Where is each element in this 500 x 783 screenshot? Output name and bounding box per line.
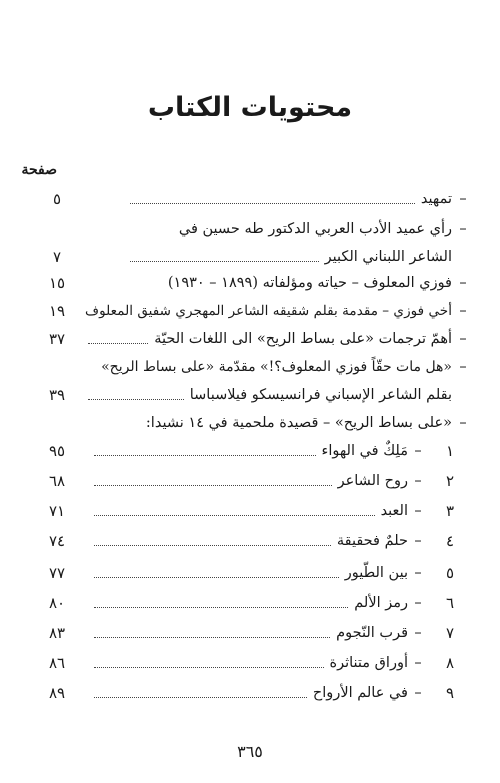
entry-dash: – [459, 415, 467, 431]
entry-text: بقلم الشاعر الإسباني فرانسيسكو فيلاسباسا [189, 387, 452, 403]
leader-dots [94, 637, 330, 638]
canto-dash: – [414, 625, 422, 641]
toc-entry [82, 384, 452, 406]
canto-title: أوراق متناثرة [329, 655, 408, 671]
canto-number: ٣ [445, 502, 455, 520]
leader-dots [94, 515, 375, 516]
entry-page-number: ١٩ [48, 302, 66, 320]
page-number-footer: ٣٦٥ [237, 742, 263, 761]
canto-title: في عالم الأرواح [312, 685, 408, 701]
toc-entry [124, 188, 452, 210]
canto-dash: – [414, 655, 422, 671]
leader-dots [94, 697, 307, 698]
entry-text: «على بساط الريح» – قصيدة ملحمية في ١٤ نشيدا: [145, 415, 452, 431]
entry-text: الشاعر اللبناني الكبير [324, 249, 452, 265]
canto-page-number: ٩٥ [48, 442, 66, 460]
canto-title: مَلِكٌ في الهواء [321, 443, 408, 459]
canto-entry [88, 562, 408, 584]
canto-entry [88, 622, 408, 644]
canto-dash: – [414, 595, 422, 611]
canto-page-number: ٧١ [48, 502, 66, 520]
canto-title: رمز الألم [354, 595, 408, 611]
leader-dots [94, 607, 348, 608]
canto-title: العبد [380, 503, 408, 519]
canto-dash: – [414, 565, 422, 581]
canto-entry [88, 682, 408, 704]
leader-dots [94, 455, 316, 456]
canto-number: ٢ [445, 472, 455, 490]
canto-number: ١ [445, 442, 455, 460]
canto-entry [88, 440, 408, 462]
canto-page-number: ٧٧ [48, 564, 66, 582]
entry-dash: – [459, 191, 467, 207]
leader-dots [94, 667, 324, 668]
canto-number: ٨ [445, 654, 455, 672]
canto-dash: – [414, 533, 422, 549]
canto-number: ٥ [445, 564, 455, 582]
leader-dots [94, 577, 339, 578]
canto-page-number: ٨٩ [48, 684, 66, 702]
entry-dash: – [459, 221, 467, 237]
canto-number: ٦ [445, 594, 455, 612]
entry-text: أخي فوزي – مقدمة بقلم شقيقه الشاعر المهجري شفيق المعلوف [85, 303, 452, 319]
leader-dots [130, 261, 319, 262]
toc-entry [124, 246, 452, 268]
canto-page-number: ٨٣ [48, 624, 66, 642]
entry-text: فوزي المعلوف – حياته ومؤلفاته (١٨٩٩ – ١٩٣٠) [167, 275, 452, 291]
entry-text: «هل مات حقّاً فوزي المعلوف؟!» مقدّمة «على بساط الريح» [101, 359, 452, 375]
canto-number: ٩ [445, 684, 455, 702]
canto-dash: – [414, 503, 422, 519]
canto-number: ٤ [445, 532, 455, 550]
canto-entry [88, 500, 408, 522]
canto-entry [88, 652, 408, 674]
canto-page-number: ٧٤ [48, 532, 66, 550]
entry-page-number: ٣٩ [48, 386, 66, 404]
page-column-header: صفحة [21, 162, 57, 178]
entry-text: تمهيد [420, 191, 452, 207]
entry-page-number: ١٥ [48, 274, 66, 292]
entry-text: أهمّ ترجمات «على بساط الريح» الى اللغات الحيّة [154, 331, 452, 347]
canto-entry [88, 530, 408, 552]
canto-page-number: ٨٦ [48, 654, 66, 672]
canto-number: ٧ [445, 624, 455, 642]
canto-title: قرب النّجوم [336, 625, 408, 641]
canto-dash: – [414, 685, 422, 701]
canto-title: بين الطّيور [344, 565, 408, 581]
entry-dash: – [459, 331, 467, 347]
leader-dots [130, 203, 415, 204]
canto-entry [88, 470, 408, 492]
canto-title: روح الشاعر [337, 473, 408, 489]
leader-dots [94, 545, 331, 546]
canto-entry [88, 592, 408, 614]
entry-page-number: ٥ [52, 190, 62, 208]
canto-title: حلمٌ فحقيقة [336, 533, 408, 549]
canto-page-number: ٦٨ [48, 472, 66, 490]
entry-text: رأي عميد الأدب العربي الدكتور طه حسين في [178, 221, 452, 237]
entry-page-number: ٣٧ [48, 330, 66, 348]
leader-dots [94, 485, 332, 486]
leader-dots [88, 343, 148, 344]
entry-dash: – [459, 275, 467, 291]
canto-dash: – [414, 443, 422, 459]
entry-dash: – [459, 303, 467, 319]
canto-dash: – [414, 473, 422, 489]
toc-entry [82, 328, 452, 350]
page-title: محتويات الكتاب [147, 92, 353, 123]
entry-page-number: ٧ [52, 248, 62, 266]
canto-page-number: ٨٠ [48, 594, 66, 612]
leader-dots [88, 399, 184, 400]
entry-dash: – [459, 359, 467, 375]
